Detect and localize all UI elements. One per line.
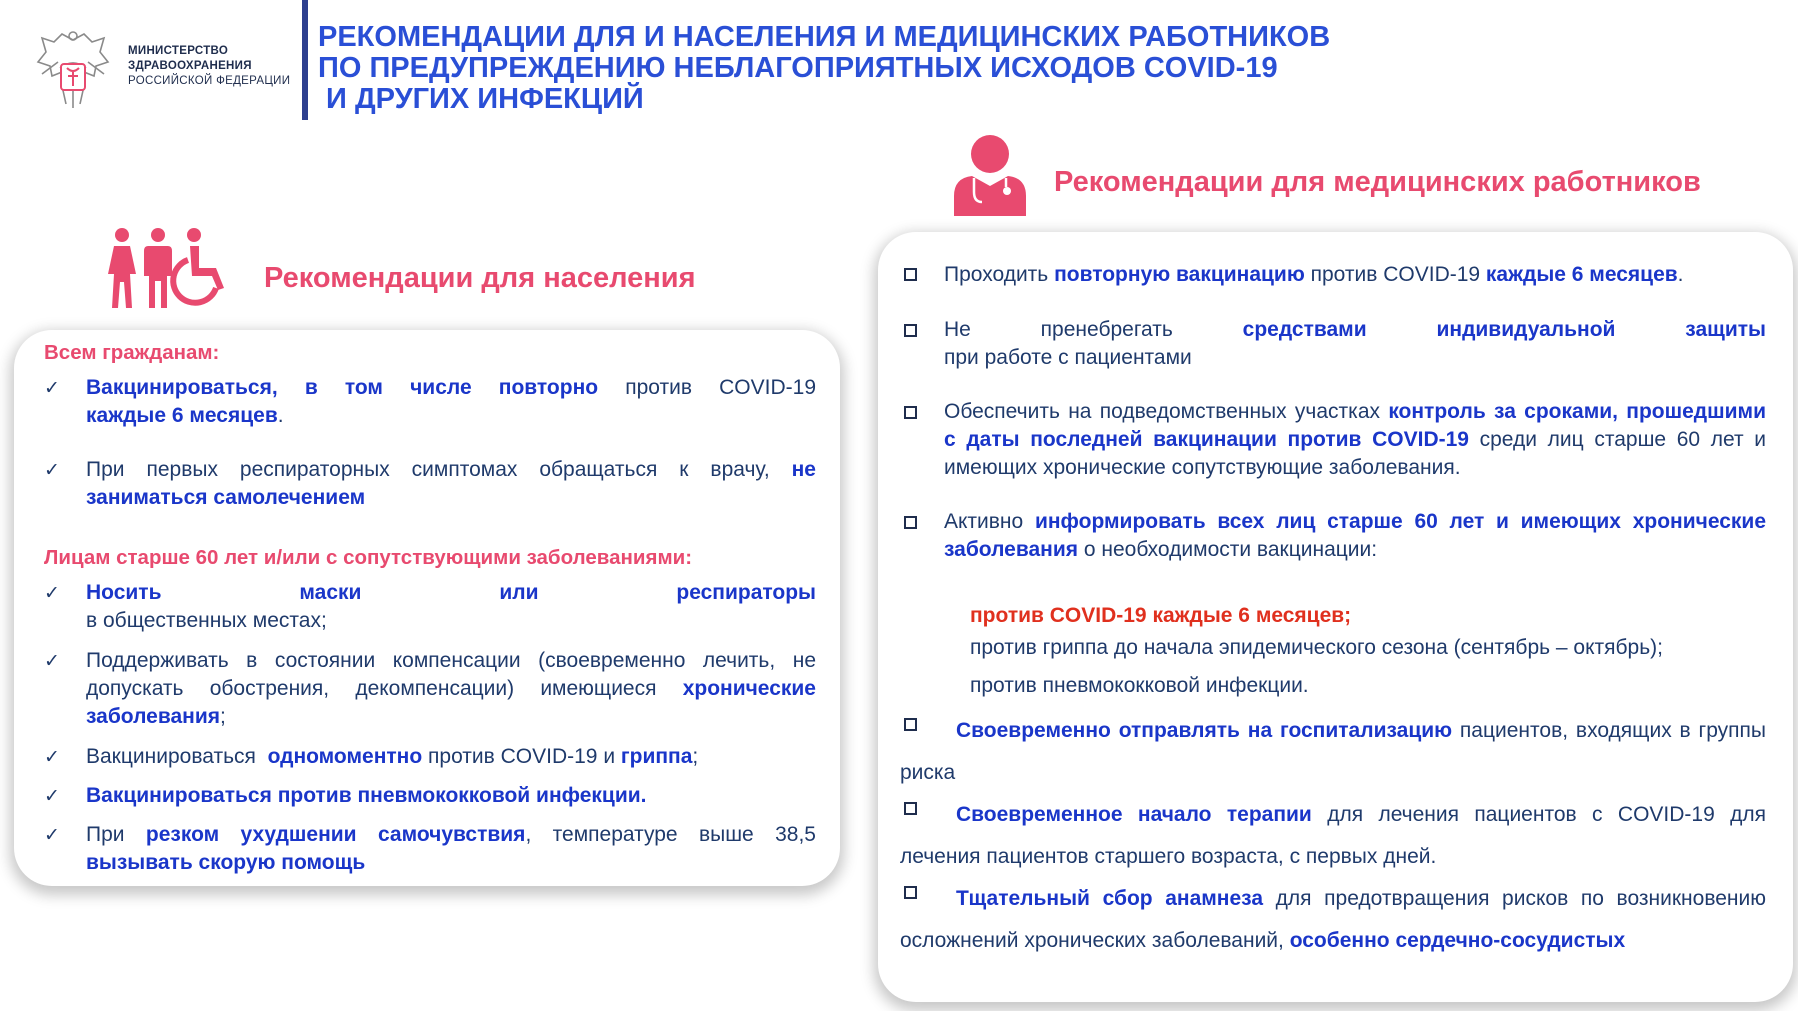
- item-text: для лечения пациентов с COVID-19 для лечения пациентов старшего возраста, с первых дней.: [900, 803, 1766, 868]
- list-item: [86, 456, 816, 512]
- list-item: [944, 261, 1764, 289]
- item-bold: повторную вакцинацию: [1054, 263, 1305, 286]
- population-heading: Рекомендации для населения: [264, 262, 696, 294]
- item-bold: не заниматься самолечением: [86, 458, 816, 509]
- item-bold: каждые 6 месяцев: [86, 404, 278, 427]
- item-text: против COVID-19: [1304, 263, 1486, 286]
- item-text: Не пренебрегать: [944, 318, 1243, 341]
- item-bold: Своевременно отправлять на госпитализацию: [956, 719, 1453, 742]
- checkbox-bullet-icon: [904, 268, 917, 281]
- ministry-emblem-icon: [32, 28, 114, 114]
- medical-heading: Рекомендации для медицинских работников: [1054, 166, 1701, 198]
- doctor-icon: [950, 134, 1030, 221]
- item-bold: каждые 6 месяцев: [1485, 263, 1678, 286]
- checkbox-bullet-icon: [904, 406, 917, 419]
- people-icon: [104, 226, 244, 315]
- item-bold: средствами индивидуальной защиты: [1242, 318, 1766, 341]
- all-citizens-heading: Всем гражданам:: [44, 341, 220, 364]
- item-text: .: [1677, 263, 1684, 286]
- item-text: При первых респираторных симптомах обращаться к врачу,: [86, 458, 792, 481]
- item-bold: гриппа: [620, 745, 693, 768]
- item-bold: Носить маски или респираторы: [86, 581, 816, 604]
- item-bold: хронические заболевания: [86, 677, 816, 728]
- item-text: ;: [692, 745, 699, 768]
- ministry-line-3: РОССИЙСКОЙ ФЕДЕРАЦИИ: [128, 75, 291, 87]
- item-text: пациентов, входящих в группы риска: [900, 719, 1766, 784]
- checkmark-icon: ✓: [44, 786, 60, 807]
- title-line-3: И ДРУГИХ ИНФЕКЦИЙ: [318, 83, 644, 115]
- ministry-line-2: ЗДРАВООХРАНЕНИЯ: [128, 60, 252, 72]
- list-item: [86, 743, 816, 771]
- item-bold: резком ухудшении самочувствия: [145, 823, 526, 846]
- sub-item-covid: против COVID-19 каждые 6 месяцев;: [970, 604, 1352, 627]
- item-text: в общественных местах;: [86, 609, 327, 632]
- list-item: [944, 316, 1766, 372]
- item-bold: контроль за сроками, прошедшими с даты последней вакцинации против COVID-19: [944, 400, 1766, 451]
- list-item: [900, 794, 1766, 878]
- list-item: [86, 821, 816, 877]
- item-bold: особенно сердечно-сосудистых: [1289, 929, 1626, 952]
- item-bold: вызывать скорую помощь: [86, 851, 366, 874]
- sub-item-pneumo: против пневмококковой инфекции.: [970, 674, 1309, 697]
- item-text: Поддерживать в состоянии компенсации (своевременно лечить, не допускать обострения, декомпенсации) имеющиеся: [86, 649, 816, 700]
- item-bold: Своевременное начало терапии: [956, 803, 1312, 826]
- item-text: против COVID-19: [598, 376, 816, 399]
- item-text: .: [277, 404, 284, 427]
- list-item: [86, 374, 816, 430]
- item-text: среди лиц старше 60 лет и имеющих хронические сопутствующие заболевания.: [944, 428, 1767, 479]
- checkmark-icon: ✓: [44, 460, 60, 481]
- list-item: [86, 782, 816, 810]
- list-item: [86, 579, 816, 635]
- checkbox-bullet-icon: [904, 324, 917, 337]
- checkbox-bullet-icon: [904, 516, 917, 529]
- elderly-heading: Лицам старше 60 лет и/или с сопутствующими заболеваниями:: [44, 546, 693, 569]
- checkmark-icon: ✓: [44, 825, 60, 846]
- ministry-line-1: МИНИСТЕРСТВО: [128, 45, 229, 57]
- item-text: Вакцинироваться: [86, 745, 268, 768]
- list-item: [900, 878, 1766, 962]
- item-text: При: [86, 823, 146, 846]
- ministry-name: [128, 44, 290, 89]
- item-bold: одномоментно: [267, 745, 423, 768]
- checkmark-icon: ✓: [44, 747, 60, 768]
- list-item: [900, 710, 1766, 794]
- list-item: [86, 647, 816, 731]
- sub-item-flu: против гриппа до начала эпидемического сезона (сентябрь – октябрь);: [970, 636, 1663, 659]
- checkmark-icon: ✓: [44, 583, 60, 604]
- item-text: Обеспечить на подведомственных участках: [944, 400, 1389, 423]
- item-text: ;: [220, 705, 226, 728]
- item-text: против COVID-19 и: [422, 745, 621, 768]
- title-line-2: ПО ПРЕДУПРЕЖДЕНИЮ НЕБЛАГОПРИЯТНЫХ ИСХОДОВ COVID-19: [318, 52, 1278, 84]
- item-text: Проходить: [944, 263, 1055, 286]
- item-text: при работе с пациентами: [944, 346, 1192, 369]
- checkmark-icon: ✓: [44, 651, 60, 672]
- checkmark-icon: ✓: [44, 378, 60, 399]
- title-line-1: РЕКОМЕНДАЦИИ ДЛЯ И НАСЕЛЕНИЯ И МЕДИЦИНСКИХ РАБОТНИКОВ: [318, 21, 1331, 53]
- item-text: о необходимости вакцинации:: [1078, 538, 1378, 561]
- list-item: [944, 398, 1766, 482]
- item-text: для предотвращения рисков по возникновению осложнений хронических заболеваний,: [900, 887, 1766, 952]
- item-bold: информировать всех лиц старше 60 лет и имеющих хронические заболевания: [944, 510, 1767, 561]
- list-item: [944, 508, 1766, 564]
- header-divider: [302, 0, 308, 120]
- item-bold: Вакцинироваться, в том числе повторно: [86, 376, 599, 399]
- page-title: [318, 22, 1518, 115]
- item-text: , температуре выше 38,5: [525, 823, 816, 846]
- item-bold: Вакцинироваться против пневмококковой инфекции.: [86, 784, 647, 807]
- item-bold: Тщательный сбор анамнеза: [956, 887, 1264, 910]
- item-text: Активно: [944, 510, 1035, 533]
